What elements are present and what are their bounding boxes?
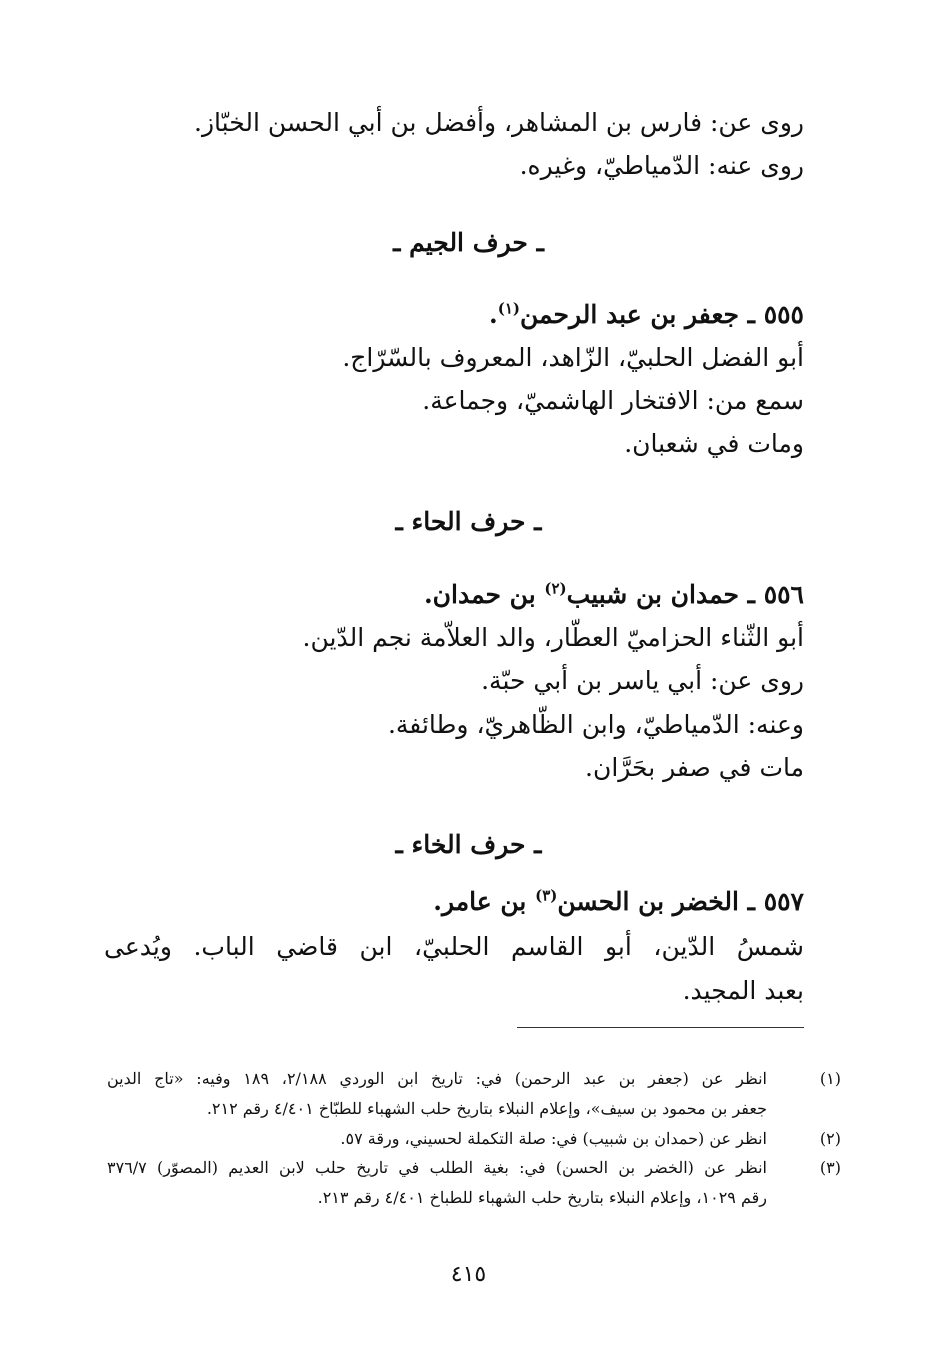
text-line: أبو الفضل الحلبيّ، الزّاهد، المعروف بالسّرّاج.	[342, 343, 804, 372]
text-line: روى عن: أبي ياسر بن أبي حبّة.	[481, 666, 804, 695]
text-line: بعبد المجيد.	[682, 976, 804, 1005]
footnote-line: انظر عن (جعفر بن عبد الرحمن) في: تاريخ ابن الوردي ٢/١٨٨، ١٨٩ وفيه: «تاج الدين	[107, 1069, 768, 1088]
entry-title: ٥٥٥ ـ جعفر بن عبد الرحمن	[520, 300, 804, 329]
footnote-number: (٢)	[819, 1129, 841, 1148]
footnote-line: جعفر بن محمود بن سيف»، وإعلام النبلاء بتاريخ حلب الشهباء للطبّاخ ٤/٤٠١ رقم ٢١٢.	[206, 1099, 767, 1118]
section-heading: ـ حرف الجيم ـ	[393, 228, 544, 257]
footnote-marker: (٣)	[535, 886, 558, 905]
footnote-line: انظر عن (الخضر بن الحسن) في: بغية الطلب في تاريخ حلب لابن العديم (المصوّر) ٣٧٦/٧	[107, 1158, 767, 1177]
text-line: سمع من: الافتخار الهاشميّ، وجماعة.	[422, 386, 804, 415]
entry-heading	[433, 885, 804, 919]
text-line: روى عن: فارس بن المشاهر، وأفضل بن أبي الحسن الخبّاز.	[194, 108, 804, 137]
entry-heading	[424, 578, 804, 612]
footnote-marker: (١)	[497, 299, 521, 318]
section-heading: ـ حرف الخاء ـ	[395, 830, 542, 859]
footnote-line: انظر عن (حمدان بن شبيب) في: صلة التكملة لحسيني، ورقة ٥٧.	[340, 1129, 767, 1148]
footnote-separator	[517, 1027, 804, 1028]
entry-heading	[489, 298, 804, 332]
entry-title-tail: بن عامر.	[433, 887, 536, 916]
text-line: وعنه: الدّمياطيّ، وابن الظّاهريّ، وطائفة.	[387, 710, 804, 739]
footnote-marker: (٢)	[544, 579, 567, 598]
text-line: ومات في شعبان.	[624, 429, 804, 458]
text-line: مات في صفر بحَرَّان.	[585, 753, 804, 782]
entry-title: ٥٥٧ ـ الخضر بن الحسن	[557, 887, 804, 916]
page-number: ٤١٥	[450, 1262, 487, 1287]
footnote-number: (٣)	[819, 1158, 841, 1177]
entry-title: ٥٥٦ ـ حمدان بن شبيب	[566, 580, 804, 609]
footnote-line: رقم ١٠٢٩، وإعلام النبلاء بتاريخ حلب الشهباء للطباخ ٤/٤٠١ رقم ٢١٣.	[317, 1188, 767, 1207]
section-heading: ـ حرف الحاء ـ	[395, 507, 542, 536]
entry-title-tail: بن حمدان.	[423, 580, 545, 609]
text-line: أبو الثّناء الحزاميّ العطّار، والد العلاّمة نجم الدّين.	[302, 623, 804, 652]
text-line: شمسُ الدّين، أبو القاسم الحلبيّ، ابن قاضي الباب. ويُدعى	[104, 932, 804, 961]
entry-title-tail: .	[489, 300, 498, 329]
footnote-number: (١)	[819, 1069, 841, 1088]
text-line: روى عنه: الدّمياطيّ، وغيره.	[519, 151, 804, 180]
